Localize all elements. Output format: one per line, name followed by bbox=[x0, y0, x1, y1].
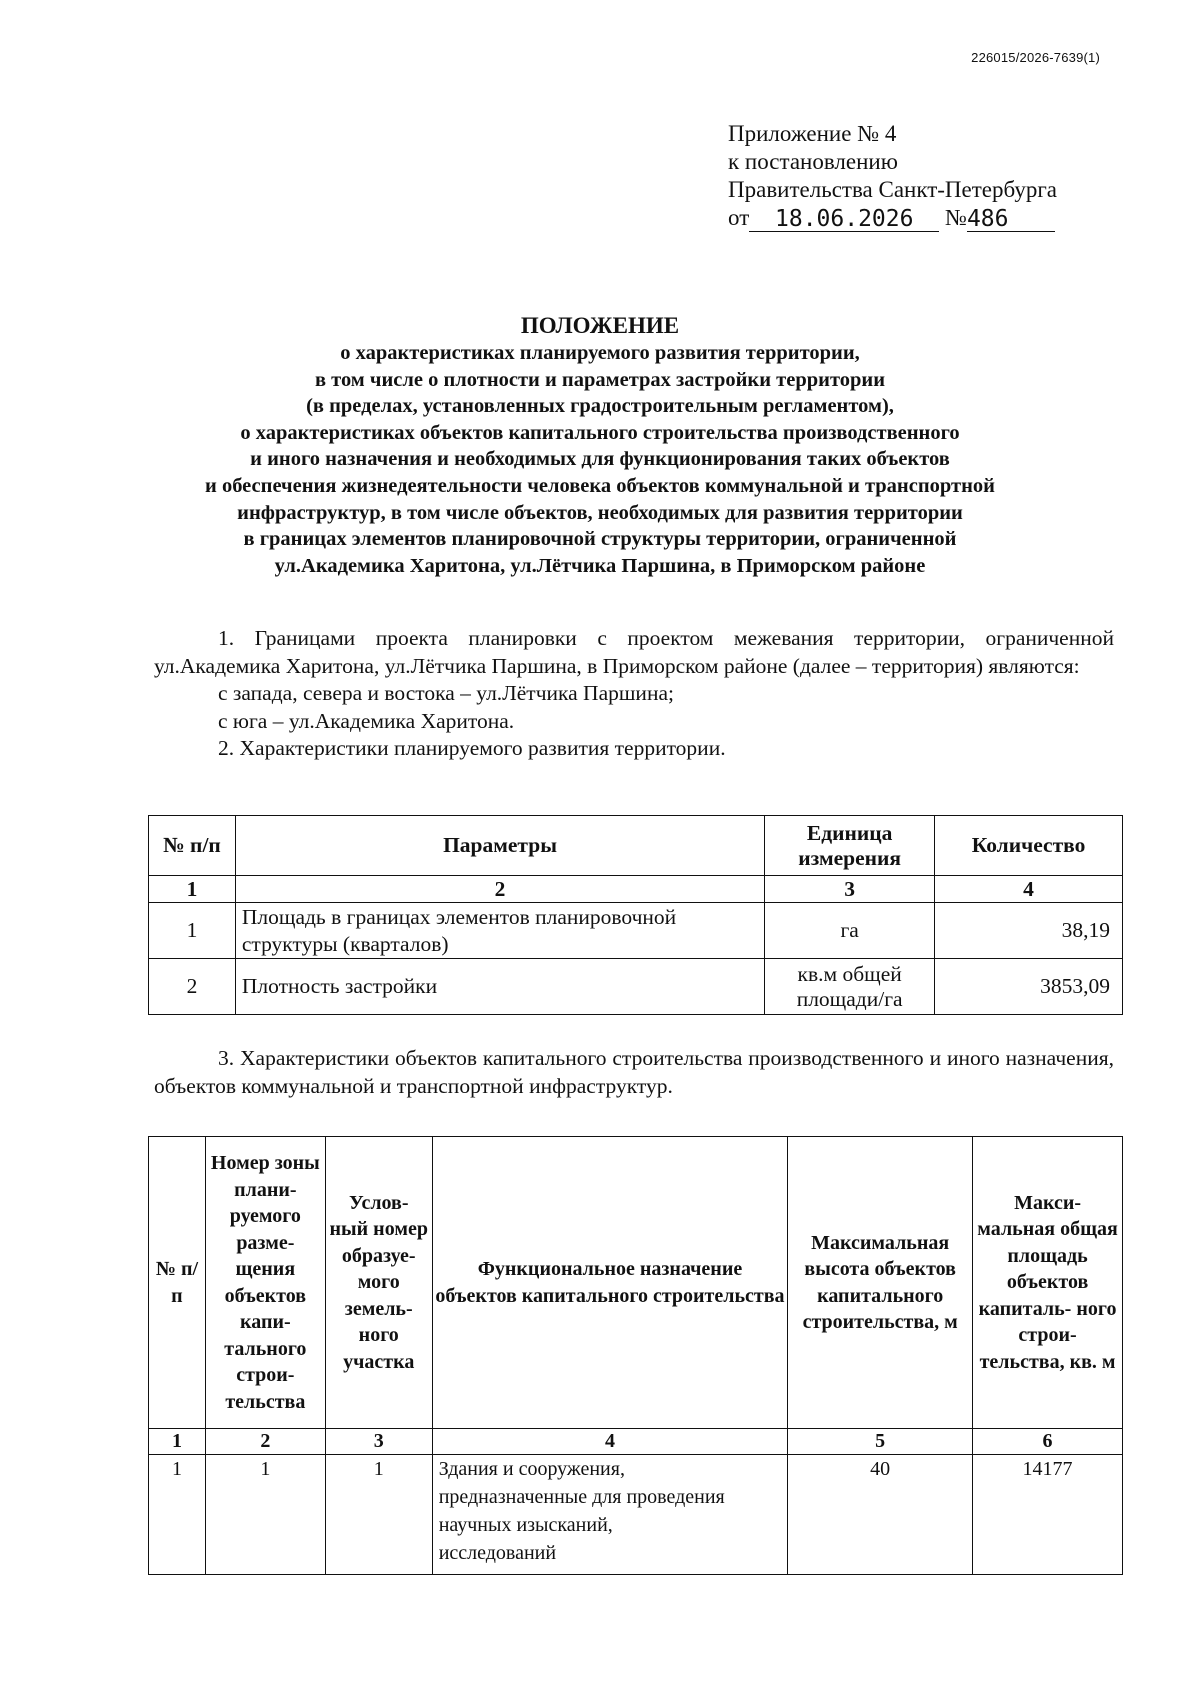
title-line: о характеристиках планируемого развития территории, bbox=[340, 342, 860, 364]
max-area-cell: 14177 bbox=[973, 1455, 1123, 1575]
section-1 bbox=[154, 625, 1114, 763]
column-number: 5 bbox=[788, 1429, 973, 1455]
header-cell: Параметры bbox=[235, 816, 764, 876]
header-cell: Макси- мальная общая площадь объектов капиталь- ного строи- тельства, кв. м bbox=[973, 1137, 1123, 1429]
header-cell: Единица измерения bbox=[765, 816, 935, 876]
section-2-paragraph: 2. Характеристики планируемого развития территории. bbox=[218, 736, 726, 760]
column-number-row bbox=[149, 876, 1123, 903]
land-plot-number-cell: 1 bbox=[325, 1455, 432, 1575]
appendix-line-1: Приложение № 4 bbox=[728, 121, 897, 146]
column-number: 3 bbox=[765, 876, 935, 903]
title-line: о характеристиках объектов капитального строительства производственного bbox=[240, 421, 960, 444]
appendix-date-line bbox=[728, 204, 1057, 232]
table-header-row bbox=[149, 1137, 1123, 1429]
section-3 bbox=[154, 1045, 1114, 1100]
appendix-block bbox=[728, 120, 1057, 232]
border-west-north-east: с запада, севера и востока – ул.Лётчика Паршина; bbox=[218, 681, 674, 705]
table-header-row bbox=[149, 816, 1123, 876]
column-number: 1 bbox=[149, 1429, 206, 1455]
table-row bbox=[149, 903, 1123, 959]
table-row bbox=[149, 1455, 1123, 1575]
column-number: 3 bbox=[325, 1429, 432, 1455]
parameter-cell: Плотность застройки bbox=[235, 959, 764, 1015]
column-number-row bbox=[149, 1429, 1123, 1455]
section-1-paragraph: 1. Границами проекта планировки с проектом межевания территории, ограниченной ул.Академика Харитона, ул.Лётчика Паршина, в Приморском районе (далее – территория) являются: bbox=[154, 626, 1114, 678]
column-number: 2 bbox=[205, 1429, 325, 1455]
title-line: в границах элементов планировочной структуры территории, ограниченной bbox=[243, 528, 957, 551]
quantity-cell: 3853,09 bbox=[935, 959, 1123, 1015]
capital-construction-table bbox=[148, 1136, 1123, 1575]
row-number: 2 bbox=[149, 959, 236, 1015]
function-cell: Здания и сооружения, предназначенные для проведения научных изысканий, исследований bbox=[432, 1455, 788, 1575]
development-characteristics-table bbox=[148, 815, 1123, 1015]
parameter-cell: Площадь в границах элементов планировочной структуры (кварталов) bbox=[235, 903, 764, 959]
header-cell: № п/п bbox=[149, 816, 236, 876]
title-line: (в пределах, установленных градостроительным регламентом), bbox=[306, 395, 894, 418]
header-cell: № п/ п bbox=[149, 1137, 206, 1429]
unit-cell: га bbox=[765, 903, 935, 959]
header-cell: Услов- ный номер образуе- мого земель- ного участка bbox=[325, 1137, 432, 1429]
zone-number-cell: 1 bbox=[205, 1455, 325, 1575]
column-number: 4 bbox=[935, 876, 1123, 903]
title-line: в том числе о плотности и параметрах застройки территории bbox=[314, 368, 886, 391]
column-number: 1 bbox=[149, 876, 236, 903]
title-line: и обеспечения жизнедеятельности человека объектов коммунальной и транспортной bbox=[205, 474, 995, 497]
document-title bbox=[150, 312, 1050, 579]
header-cell: Количество bbox=[935, 816, 1123, 876]
appendix-line-2: к постановлению bbox=[728, 149, 898, 174]
border-south: с юга – ул.Академика Харитона. bbox=[218, 708, 515, 733]
row-number: 1 bbox=[149, 1455, 206, 1575]
title-line: и иного назначения и необходимых для функционирования таких объектов bbox=[250, 448, 950, 471]
from-label: от bbox=[728, 205, 750, 230]
title-heading: ПОЛОЖЕНИЕ bbox=[520, 313, 680, 338]
resolution-number: 486 bbox=[967, 205, 1055, 232]
column-number: 2 bbox=[235, 876, 764, 903]
quantity-cell: 38,19 bbox=[935, 903, 1123, 959]
header-cell: Номер зоны плани- руемого разме- щения объектов капи- тального строи- тельства bbox=[205, 1137, 325, 1429]
max-height-cell: 40 bbox=[788, 1455, 973, 1575]
appendix-line-3: Правительства Санкт-Петербурга bbox=[728, 177, 1057, 202]
resolution-date: 18.06.2026 bbox=[749, 205, 939, 232]
table-row bbox=[149, 959, 1123, 1015]
row-number: 1 bbox=[149, 903, 236, 959]
header-cell: Функциональное назначение объектов капитального строительства bbox=[432, 1137, 788, 1429]
column-number: 4 bbox=[432, 1429, 788, 1455]
title-line: инфраструктур, в том числе объектов, необходимых для развития территории bbox=[237, 501, 963, 524]
number-label: № bbox=[945, 205, 967, 230]
column-number: 6 bbox=[973, 1429, 1123, 1455]
unit-cell: кв.м общей площади/га bbox=[765, 959, 935, 1015]
header-cell: Максимальная высота объектов капитального строительства, м bbox=[788, 1137, 973, 1429]
document-id: 226015/2026-7639(1) bbox=[971, 50, 1100, 65]
section-3-paragraph: 3. Характеристики объектов капитального строительства производственного и иного назначения, объектов коммунальной и транспортной инфраструктур. bbox=[154, 1046, 1114, 1098]
title-line: ул.Академика Харитона, ул.Лётчика Паршина, в Приморском районе bbox=[274, 554, 926, 577]
